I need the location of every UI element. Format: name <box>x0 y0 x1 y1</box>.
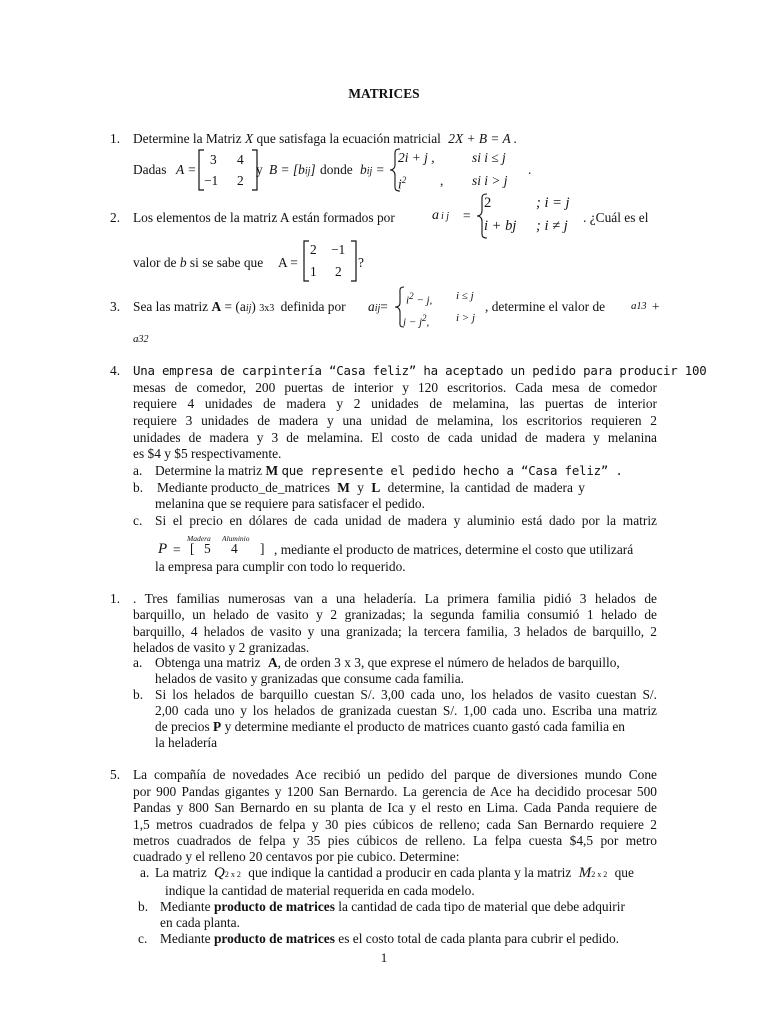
matrix-cell: 4 <box>237 152 244 167</box>
bold-var: M <box>265 463 279 478</box>
subscript: ij <box>245 303 252 314</box>
subitem-a-text <box>155 865 634 883</box>
matrix-cell: 3 <box>210 152 217 167</box>
item-letter: a. <box>140 865 150 880</box>
item-letter: c. <box>138 931 148 946</box>
subitem-b-text-2: 2,00 cada uno y los helados de granizada cuestan S/. 1,00 cada uno. Escriba una matriz <box>155 703 657 718</box>
text: Determine la Matriz <box>133 131 242 146</box>
piecewise-condition: i > j <box>456 312 476 324</box>
subscript: ij <box>374 303 381 314</box>
text: , de orden 3 x 3, que exprese el número de helados de barquillo, <box>277 655 620 670</box>
piecewise-condition: si i ≤ j <box>472 150 506 165</box>
period: . <box>528 162 532 177</box>
subitem-b-text-2: en cada planta. <box>160 915 240 930</box>
matrix-cell: 1 <box>310 264 317 279</box>
piecewise-condition: si i > j <box>472 173 508 188</box>
paragraph-line: 1,5 metros cuadrados de felpa y 30 pies cúbicos de relleno; cada San Bernardo requiere 2 <box>133 817 657 832</box>
subitem-c-text <box>160 931 619 947</box>
matrix-cell: 2 <box>335 264 342 279</box>
subitem-c-text-3: la empresa para cumplir con todo lo requerido. <box>155 559 406 574</box>
piecewise-case: i + bj <box>484 218 517 234</box>
column-label: Aluminio <box>222 534 250 543</box>
subitem-c-text-2: , mediante el producto de matrices, determine el costo que utilizará <box>274 542 634 557</box>
bold-var: M <box>337 480 350 495</box>
text: es el costo total de cada planta para cubrir el pedido. <box>334 931 619 946</box>
superscript: 2 <box>409 291 414 301</box>
paragraph-line: por 900 Pandas gigantes y 1200 San Bernardo. La gerencia de Ace ha decidido procesar 500 <box>133 784 657 799</box>
text: B = [b <box>269 162 305 177</box>
subitem-b-text <box>157 480 657 496</box>
variable: M <box>578 865 592 881</box>
piecewise-condition: ; i ≠ j <box>536 218 568 234</box>
piecewise-case: 2i + j , <box>398 150 435 165</box>
piecewise-condition: ; i = j <box>536 195 570 211</box>
text: a <box>368 299 375 314</box>
item-letter: b. <box>138 899 149 914</box>
dadas-label: Dadas <box>133 162 167 177</box>
text: Mediante <box>160 899 211 914</box>
matrix-a-label: A = <box>176 162 197 177</box>
variable: b <box>179 255 187 270</box>
paragraph-line: Pandas y 800 San Bernardo en su planta de Ica y el resto en Lima. Cada Panda requiere de <box>133 800 657 815</box>
a13-term <box>631 299 647 315</box>
bold-var: A <box>267 655 278 670</box>
text: Mediante <box>160 931 211 946</box>
text: ] <box>310 162 316 177</box>
text: a <box>631 300 637 312</box>
subitem-b-text-2: melanina que se requiere para satisfacer el pedido. <box>155 496 425 511</box>
donde-label: donde <box>320 162 353 177</box>
superscript: 2 <box>422 313 427 323</box>
problem-3-text <box>133 299 346 317</box>
text: si se sabe que <box>189 255 264 270</box>
bold-var: L <box>371 480 381 495</box>
paragraph-line: unidades de madera y 3 de melamina. El costo de cada unidad de madera y melanina <box>133 430 657 445</box>
paragraph-line: mesas de comedor, 200 puertas de interior y 120 escritorios. Cada mesa de comedor <box>133 380 657 395</box>
matrix-cell: 5 <box>204 541 211 556</box>
subscript: 2 x 2 <box>224 870 241 879</box>
text: − j, <box>413 294 433 307</box>
subscript: 32 <box>138 334 149 345</box>
subitem-b-text: Si los helados de barquillo cuestan S/. 3,00 cada uno, los helados de vasito cuestan S/. <box>155 687 657 702</box>
paragraph-line: es $4 y $5 respectivamente. <box>133 446 282 461</box>
item-number: 1. <box>110 591 121 606</box>
text: Mediante producto_de_matrices <box>157 480 330 495</box>
subitem-a-text-2: helados de vasito y granizadas que consume cada familia. <box>155 671 464 686</box>
item-letter: a. <box>133 655 143 670</box>
bold-var: P <box>213 719 222 734</box>
text: i <box>398 176 402 192</box>
paragraph-line: requiere 3 unidades de madera y una unidad de melamina, los escritorios requieren 2 <box>133 413 657 428</box>
problem-2-text: Los elementos de la matriz A están formados por <box>133 210 395 225</box>
piecewise-case <box>406 289 432 309</box>
text: la cantidad de cada tipo de material que debe adquirir <box>338 899 625 914</box>
text: La matriz <box>155 865 207 880</box>
bold-text: producto de matrices <box>213 899 335 914</box>
subitem-b-text-3 <box>155 719 625 735</box>
matrix-cell: −1 <box>204 173 219 188</box>
bold-var: A <box>211 299 222 314</box>
bracket: [ <box>190 541 195 556</box>
text: Obtenga una matriz <box>155 655 261 670</box>
paragraph-line: barquillo, un helado de vasito y 2 granizadas; la segunda familia consumió 1 helado de <box>133 607 657 622</box>
bracket: ] <box>260 541 265 556</box>
paragraph-line: Una empresa de carpintería “Casa feliz” ha aceptado un pedido para producir 100 <box>133 363 707 378</box>
paragraph-line: La compañía de novedades Ace recibió un pedido del parque de diversiones mundo Cone <box>133 767 657 782</box>
problem-1-text <box>133 131 517 147</box>
matrix-cell: −1 <box>331 242 346 257</box>
text: b <box>360 162 367 177</box>
matrix-cell: 2 <box>237 173 244 188</box>
equals: = <box>463 208 471 223</box>
text: que represente el pedido hecho a “Casa feliz” . <box>281 463 623 478</box>
text: i − j <box>403 316 423 329</box>
bold-text: producto de matrices <box>213 931 335 946</box>
item-number: 3. <box>110 299 121 314</box>
text: = (a <box>224 299 246 314</box>
text: que indique la cantidad a producir en cada planta y la matriz <box>248 865 572 880</box>
problem-3-text-2: , determine el valor de <box>485 299 606 314</box>
subscript: ij <box>304 166 311 177</box>
problem-2-text-2 <box>133 255 263 271</box>
text: y determine mediante el producto de matrices cuanto gastó cada familia en <box>224 719 626 734</box>
subscript: ij <box>366 166 373 177</box>
subscript: i j <box>441 211 450 222</box>
a32-term <box>133 332 149 348</box>
a-ij-lhs <box>368 299 388 317</box>
variable: X <box>244 131 254 146</box>
subscript: 13 <box>636 301 647 312</box>
matrix-p-label: P <box>158 541 168 557</box>
piecewise-case <box>403 311 429 331</box>
paragraph-line: cuadrado y el relleno 20 centavos por pie cubico. Determine: <box>133 849 460 864</box>
question-mark: ? <box>358 255 364 270</box>
text: que satisfaga la ecuación matricial <box>256 131 441 146</box>
plus: + <box>652 299 660 314</box>
b-ij-lhs: bij = <box>360 162 385 177</box>
equals: = <box>173 542 181 557</box>
matrix-a-label: A = <box>278 255 298 270</box>
document-title: MATRICES <box>348 86 420 101</box>
item-letter: c. <box>133 513 143 528</box>
item-number: 2. <box>110 210 121 225</box>
text: que <box>614 865 634 880</box>
page-number: 1 <box>380 950 388 965</box>
text: i <box>406 294 410 307</box>
item-number: 5. <box>110 767 121 782</box>
a-ij-lhs <box>432 208 449 225</box>
text: determine, la cantidad de madera y <box>387 480 586 495</box>
matrix-cell: 2 <box>310 242 317 257</box>
column-label: Madera <box>187 534 211 543</box>
text: = <box>380 299 388 314</box>
piecewise-condition: i ≤ j <box>456 290 474 302</box>
equation: 2X + B = A . <box>448 131 518 146</box>
subitem-b-text-4: la heladería <box>155 735 218 750</box>
paragraph-line: barquillo, 4 helados de vasito y una granizada; la tercera familia, 3 helados de barquillo, 2 <box>133 624 657 639</box>
superscript: 2 <box>401 175 407 185</box>
matrix-cell: 4 <box>231 541 238 556</box>
matrix-b-def <box>269 162 316 180</box>
item-number: 1. <box>110 131 121 146</box>
subscript: 3x3 <box>259 303 275 314</box>
item-letter: a. <box>133 463 143 478</box>
text: Sea las matriz <box>133 299 209 314</box>
piecewise-case: 2 <box>484 195 492 211</box>
text: ) <box>251 299 256 314</box>
text: a <box>133 333 139 345</box>
text: , <box>426 316 430 329</box>
conjunction: y <box>256 162 263 177</box>
paragraph-line: requiere 4 unidades de madera y 2 unidades de melamina, las puertas de interior <box>133 396 657 411</box>
paragraph-line: helados de vasito y 2 granizadas. <box>133 640 310 655</box>
subitem-a-text <box>155 655 620 671</box>
paragraph-line: metros cuadrados de felpa y 35 pies cúbicos de relleno. La felpa cuesta $4,5 por metro <box>133 833 657 848</box>
question-text: . ¿Cuál es el <box>583 210 649 225</box>
item-letter: b. <box>133 480 144 495</box>
item-letter: b. <box>133 687 144 702</box>
subitem-b-text <box>160 899 625 915</box>
text: de precios <box>155 719 210 734</box>
text: valor de <box>133 255 177 270</box>
subitem-a-text-2: indique la cantidad de material requerida en cada modelo. <box>165 883 475 898</box>
variable: Q <box>214 865 225 881</box>
paragraph-line: . Tres familias numerosas van a una heladería. La primera familia pidió 3 helados de <box>133 591 657 606</box>
text: a <box>432 208 439 223</box>
text: y <box>357 480 364 495</box>
subscript: 2 x 2 <box>591 870 608 879</box>
comma: , <box>440 173 444 188</box>
text: Determine la matriz <box>155 463 263 478</box>
item-number: 4. <box>110 363 121 378</box>
text: definida por <box>280 299 346 314</box>
subitem-c-text: Si el precio en dólares de cada unidad de madera y aluminio está dado por la matriz <box>155 513 657 528</box>
piecewise-case <box>398 173 406 192</box>
subitem-a-text <box>155 463 623 479</box>
